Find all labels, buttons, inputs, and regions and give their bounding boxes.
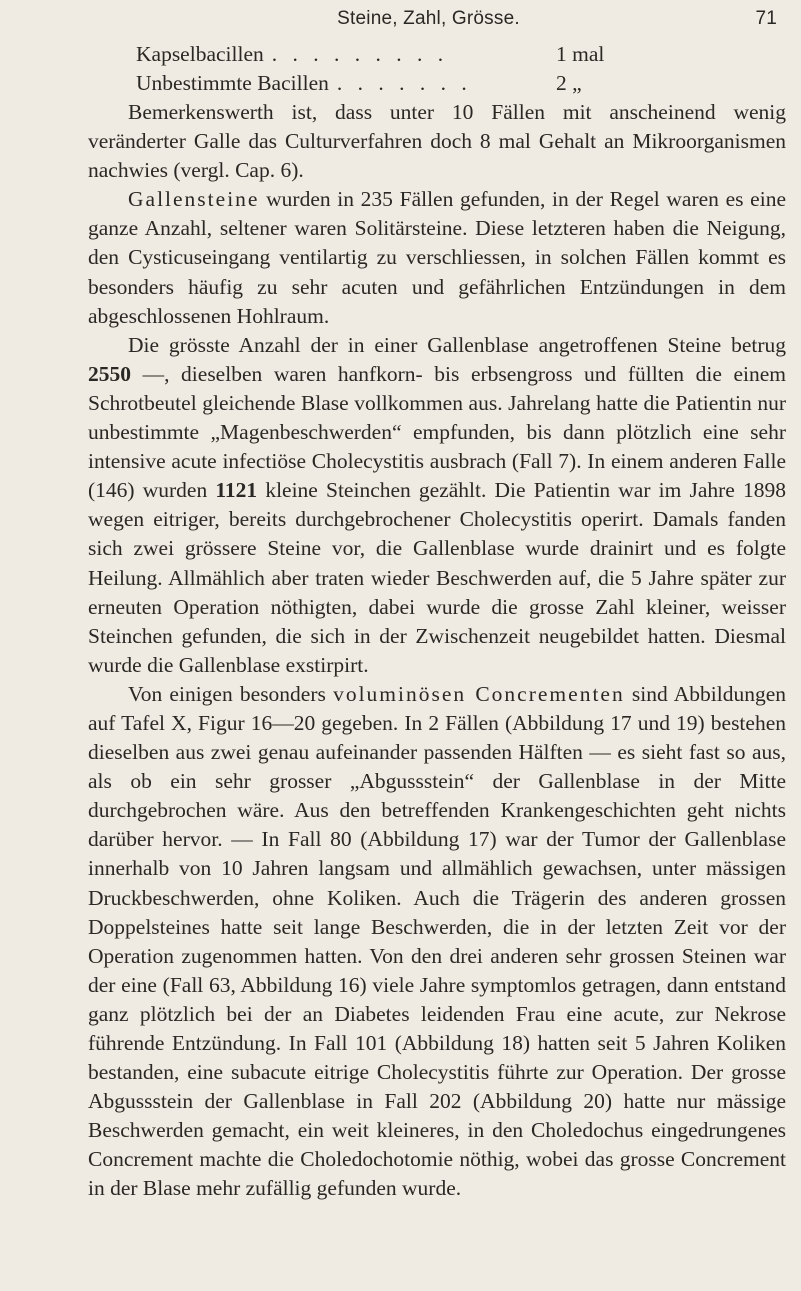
list-item-label: Unbestimmte Bacillen: [136, 71, 329, 95]
list-item-value: 1 mal: [556, 42, 605, 66]
list-item: [136, 69, 636, 98]
paragraph-text: Von einigen besonders: [128, 681, 334, 706]
term-voluminoese-concremente: voluminösen Concrementen: [333, 681, 625, 706]
page-header: [80, 4, 777, 34]
bacteria-list: [136, 40, 636, 98]
paragraph-text: sind Abbildungen auf Tafel X, Figur 16—20 gegeben. In 2 Fällen (Abbildung 17 und 19) bestehen dieselben aus zwei genau aufeinander passenden Hälften — es sieht fast so aus, als ob ein sehr grosser „Abgussstein“ der Gallenblase in der Mitte durchgebrochen wäre. Aus den betreffenden Krankengeschichten geht nichts darüber hervor. — In Fall 80 (Abbildung 17) war der Tumor der Gallenblase innerhalb von 10 Jahren langsam und allmählich gewachsen, unter mässigen Druckbeschwerden, ohne Koliken. Auch die Trägerin des anderen grossen Doppelsteines hatte seit lange Beschwerden, die in der letzten Zeit vor der Operation zugenommen hatten. Von den drei anderen sehr grossen Steinen war der eine (Fall 63, Abbildung 16) viele Jahre symptomlos getragen, dann entstand ganz plötzlich bei der an Diabetes leidenden Frau eine acute, zur Nekrose führende Entzündung. In Fall 101 (Abbildung 18) hatten seit 5 Jahren Koliken bestanden, eine subacute eitrige Cholecystitis führte zur Operation. Der grosse Abgussstein der Gallenblase in Fall 202 (Abbildung 20) hatte nur mässige Beschwerden gemacht, ein weit kleineres, in den Choledochus eingedrungenes Concrement machte die Choledochotomie nöthig, wobei das grosse Concrement in der Blase mehr zufällig gefunden wurde.: [88, 681, 787, 1201]
leader-dots: . . . . . . . . .: [271, 42, 449, 66]
paragraph-culture: [88, 98, 786, 185]
paragraph-text: —, dieselben waren hanfkorn- bis erbsengross und füllten die einem Schrotbeutel gleichende Blase vollkommen aus. Jahrelang hatte die Patientin nur unbestimmte „Magenbeschwerden“ empfunden, bis dann plötzlich eine sehr intensive acute infectiöse Cholecystitis ausbrach (Fall 7). In einem anderen Falle (146) wurden: [88, 361, 786, 503]
page-number: 71: [755, 8, 777, 29]
term-gallensteine: Gallensteine: [128, 187, 260, 212]
list-item: [136, 40, 636, 69]
paragraph-gallstones: [88, 185, 786, 330]
list-item-value: 2 „: [556, 71, 582, 95]
paragraph-stone-count: [88, 331, 786, 680]
number-2550: 2550: [88, 361, 131, 386]
leader-dots: . . . . . . .: [336, 71, 472, 95]
running-title: Steine, Zahl, Grösse.: [337, 8, 520, 29]
paragraph-text: wurden in 235 Fällen gefunden, in der Regel waren es eine ganze Anzahl, seltener waren Solitärsteine. Diese letzteren haben die Neigung, den Cysticuseingang ventilartig zu verschliessen, in solchen Fällen kommt es besonders häufig zu sehr acuten und gefährlichen Entzündungen in dem abgeschlossenen Hohlraum.: [88, 187, 786, 328]
paragraph-text: Die grösste Anzahl der in einer Gallenblase angetroffenen Steine betrug: [128, 332, 786, 357]
paragraph-concrements: [88, 680, 786, 1204]
paragraph-text: Bemerkenswerth ist, dass unter 10 Fällen mit anscheinend wenig veränderter Galle das Culturverfahren doch 8 mal Gehalt an Mikroorganismen nachwies (vergl. Cap. 6).: [88, 100, 786, 183]
number-1121: 1121: [215, 478, 258, 503]
body-text: [88, 98, 786, 1204]
list-item-label: Kapselbacillen: [136, 42, 264, 66]
paragraph-text: kleine Steinchen gezählt. Die Patientin war im Jahre 1898 wegen eitriger, bereits durchgebrochener Cholecystitis operirt. Damals fanden sich zwei grössere Steine vor, die Gallenblase wurde drainirt und es folgte Heilung. Allmählich aber traten wieder Beschwerden auf, die 5 Jahre später zur erneuten Operation nöthigten, dabei wurde die grosse Zahl kleiner, weisser Steinchen gefunden, die sich in der Zwischenzeit neugebildet hatten. Diesmal wurde die Gallenblase exstirpirt.: [88, 478, 786, 677]
